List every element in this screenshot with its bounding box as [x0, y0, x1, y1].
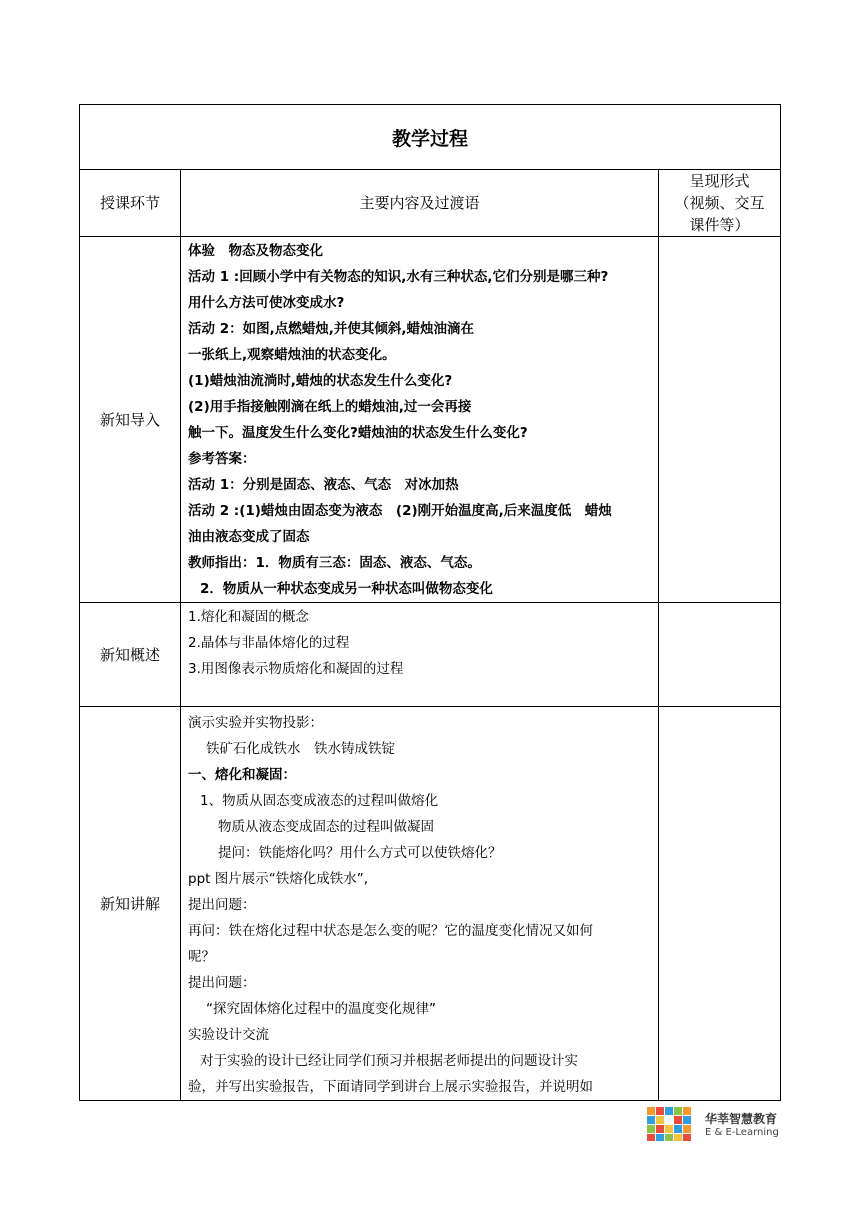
content-intro [181, 237, 659, 603]
header-stage: 授课环节 [80, 170, 181, 237]
stage-intro: 新知导入 [80, 237, 181, 603]
content-line: 物质从液态变成固态的过程叫做凝固 [218, 819, 434, 835]
stage-overview: 新知概述 [80, 603, 181, 707]
header-format-line1: 呈现形式 [689, 172, 750, 190]
logo-name-cn: 华莘智慧教育 [705, 1112, 778, 1126]
content-line: 油由液态变成了固态 [188, 529, 310, 545]
content-lecture [181, 707, 659, 1101]
content-line: 一、熔化和凝固： [188, 767, 296, 783]
content-line: 3.用图像表示物质熔化和凝固的过程 [188, 661, 404, 677]
format-lecture [659, 707, 781, 1101]
content-line: 提问：铁能熔化吗？用什么方式可以使铁熔化？ [218, 845, 502, 861]
content-line: “探究固体熔化过程中的温度变化规律” [206, 1001, 436, 1017]
content-line: 活动 1 :回顾小学中有关物态的知识,水有三种状态,它们分别是哪三种? [188, 269, 609, 285]
header-format [659, 170, 781, 237]
content-line: 2.晶体与非晶体熔化的过程 [188, 635, 350, 651]
content-line: 触一下。温度发生什么变化?蜡烛油的状态发生什么变化? [188, 425, 528, 441]
content-line: 提出问题： [188, 897, 256, 913]
content-line: 验，并写出实验报告，下面请同学到讲台上展示实验报告，并说明如 [188, 1079, 593, 1095]
content-line: 再问：铁在熔化过程中状态是怎么变的呢？它的温度变化情况又如何 [188, 923, 593, 939]
content-line: 活动 2：如图,点燃蜡烛,并使其倾斜,蜡烛油滴在 [188, 321, 474, 337]
content-overview [181, 603, 659, 707]
header-content: 主要内容及过渡语 [181, 170, 659, 237]
content-line: 呢？ [188, 949, 215, 965]
content-line: 活动 1：分别是固态、液态、气态 对冰加热 [188, 477, 459, 493]
content-line: 2．物质从一种状态变成另一种状态叫做物态变化 [200, 581, 493, 597]
content-line: 用什么方法可使冰变成水? [188, 295, 345, 311]
content-line: 参考答案： [188, 451, 256, 467]
content-line: 演示实验并实物投影： [188, 715, 323, 731]
content-line: (2)用手指接触刚滴在纸上的蜡烛油,过一会再接 [188, 399, 472, 415]
content-line: 铁矿石化成铁水 铁水铸成铁锭 [206, 741, 395, 757]
brand-logo [645, 1103, 790, 1147]
ee-learning-logo-icon [645, 1103, 695, 1143]
header-format-line2: （视频、交互 [674, 194, 765, 212]
lesson-process-table [79, 104, 781, 1101]
stage-lecture: 新知讲解 [80, 707, 181, 1101]
header-format-line3: 课件等） [689, 216, 750, 234]
format-overview [659, 603, 781, 707]
content-line: 1.熔化和凝固的概念 [188, 609, 309, 625]
content-line: 体验 物态及物态变化 [188, 243, 323, 259]
content-line: 活动 2 :(1)蜡烛由固态变为液态 (2)刚开始温度高,后来温度低 蜡烛 [188, 503, 612, 519]
logo-name-en: E & E-Learning [705, 1127, 779, 1138]
content-line: 一张纸上,观察蜡烛油的状态变化。 [188, 347, 396, 363]
content-line: 实验设计交流 [188, 1027, 269, 1043]
format-intro [659, 237, 781, 603]
table-title: 教学过程 [80, 105, 781, 170]
content-line: 对于实验的设计已经让同学们预习并根据老师提出的问题设计实 [200, 1053, 578, 1069]
content-line: 1、物质从固态变成液态的过程叫做熔化 [200, 793, 439, 809]
content-line: (1)蜡烛油流淌时,蜡烛的状态发生什么变化? [188, 373, 453, 389]
content-line: 提出问题： [188, 975, 256, 991]
content-line: ppt 图片展示“铁熔化成铁水”, [188, 871, 369, 887]
content-line: 教师指出：1．物质有三态：固态、液态、气态。 [188, 555, 481, 571]
